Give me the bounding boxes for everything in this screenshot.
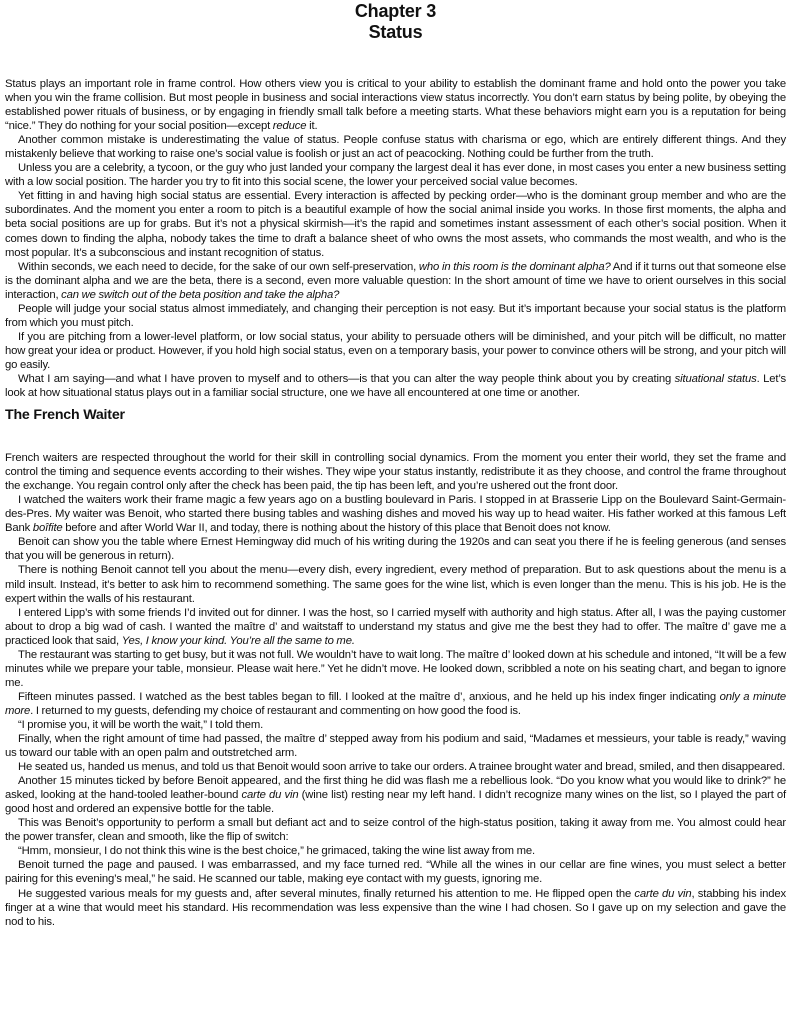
paragraph <box>5 648 786 690</box>
paragraph <box>5 844 786 858</box>
paragraph <box>5 760 786 774</box>
paragraph <box>5 372 786 400</box>
italic-text: situational status <box>674 372 757 385</box>
text-run: He seated us, handed us menus, and told us that Benoit would soon arrive to take our orders. A trainee brought water and bread, smiled, and then disappeared. <box>18 761 786 774</box>
text-run: Yet fitting in and having high social status are essential. Every interaction is affected by pecking order—who is the dominant group member and who are the subordinates. And the moment you enter a room to pitch is a beautiful example of how the social animal inside you works. In those first moments, the alpha and beta social positions are up for grabs. But it’s not a physical skirmish—it’s the rapid and sometimes instant assessment of each other’s social position. When it comes down to finding the alpha, nobody takes the time to draft a balance sheet of who owns the most assets, who commands the most wealth, and who is the most popular. It’s a subconscious and instant recognition of status. <box>5 190 786 259</box>
text-run: “I promise you, it will be worth the wait,” I told them. <box>18 718 264 731</box>
paragraph <box>5 330 786 372</box>
section-status-body <box>5 77 786 400</box>
chapter-heading <box>5 0 786 43</box>
text-run: , stabbing his index finger at a wine that would meet his standard. His recommendation was less expensive than the wine I had chosen. So I gave up on my selection and gave the nod to his. <box>5 887 786 928</box>
section-heading-french-waiter: The French Waiter <box>5 407 125 424</box>
text-run: . I returned to my guests, defending my choice of restaurant and commenting on how good the food is. <box>30 704 521 717</box>
paragraph <box>5 493 786 535</box>
paragraph <box>5 732 786 760</box>
paragraph <box>5 858 786 886</box>
italic-text: only a minute more <box>5 690 786 717</box>
italic-text: can we switch out of the beta position and take the alpha? <box>61 288 340 301</box>
paragraph <box>5 816 786 844</box>
text-run: People will judge your social status almost immediately, and changing their perception is not easy. But it’s important because your social status is the platform from which you must pitch. <box>5 302 786 329</box>
paragraph <box>5 774 786 816</box>
italic-text: carte du vin <box>634 887 692 900</box>
paragraph <box>5 302 786 330</box>
text-run: Unless you are a celebrity, a tycoon, or the guy who just landed your company the largest deal it has ever done, in most cases you enter a new business setting with a low social position. The harder you try to fit into this social scene, the lower your perceived social value becomes. <box>5 162 786 189</box>
italic-text: reduce <box>272 120 307 133</box>
paragraph <box>5 718 786 732</box>
text-run: And if it turns out that someone else is the dominant alpha and we are the beta, there is a second, even more valuable question: In the short amount of time we have to orient ourselves in this social interaction, <box>5 260 786 301</box>
paragraph <box>5 887 786 929</box>
text-run: Status plays an important role in frame control. How others view you is critical to your ability to establish the dominant frame and hold onto the power you take when you win the frame collision. But most people in business and social interactions view status incorrectly. You don’t earn status by being polite, by obeying the established power rituals of business, or by engaging in friendly small talk before a meeting starts. What these behaviors might earn you is a reputation for being “nice.” They do nothing for your social position—except <box>5 78 786 133</box>
italic-text: boîfite <box>32 522 63 535</box>
text-run: The restaurant was starting to get busy, but it was not full. We wouldn’t have to wait long. The maître d’ looked down at his schedule and intoned, “It will be a few minutes while we prepare your table, monsieur. Please wait here.” Yet he didn’t move. He looked down, scribbled a note on his seating chart, and began to ignore me. <box>5 648 786 689</box>
text-run: Benoit can show you the table where Ernest Hemingway did much of his writing during the 1920s and can seat you there if he is feeling generous (and senses that you will be generous in return). <box>5 536 786 563</box>
paragraph <box>5 690 786 718</box>
text-run: Another 15 minutes ticked by before Benoit appeared, and the first thing he did was flash me a rebellious look. “Do you know what you would like to drink?” he asked, looking at the hand-tooled leather-bound <box>5 775 786 802</box>
italic-text: who in this room is the dominant alpha? <box>418 260 611 273</box>
paragraph <box>5 161 786 189</box>
text-run: . Let’s look at how situational status plays out in a familiar social structure, one we have all encountered at one time or another. <box>5 372 786 400</box>
paragraph <box>5 260 786 302</box>
paragraph <box>5 535 786 563</box>
paragraph <box>5 189 786 259</box>
chapter-title: Status <box>368 22 423 42</box>
section-french-waiter-body <box>5 451 786 929</box>
text-run: French waiters are respected throughout the world for their skill in controlling social dynamics. From the moment you enter their world, they set the frame and control the timing and sequence events according to their wishes. They wipe your status instantly, redistribute it as they choose, and control the frame throughout the exchange. You regain control only after the check has been paid, the tip has been left, and you’re ushered out the front door. <box>5 452 786 493</box>
text-run: it. <box>306 120 318 133</box>
paragraph <box>5 133 786 161</box>
text-run: (wine list) resting near my left hand. I didn’t recognize many wines on the list, so I played the part of good host and ordered an expensive bottle for the table. <box>5 789 787 816</box>
paragraph <box>5 606 786 648</box>
text-run: If you are pitching from a lower-level platform, or low social status, your ability to persuade others will be diminished, and your pitch will be difficult, no matter how great your idea or product. However, if you hold high social status, even on a temporary basis, your power to convince others will be strong, and your pitch will go easily. <box>5 330 786 371</box>
text-run: This was Benoit’s opportunity to perform a small but defiant act and to seize control of the high-status position, taking it away from me. You almost could hear the power transfer, clean and smooth, like the flip of switch: <box>5 817 786 844</box>
text-run: There is nothing Benoit cannot tell you about the menu—every dish, every ingredient, every method of preparation. But to ask questions about the menu is a mild insult. Instead, it’s better to ask him to recommend something. The same goes for the wine list, which is even longer than the menu. This is his job. He is the expert within the walls of his restaurant. <box>5 564 786 605</box>
italic-text: Yes, I know your kind. You’re all the same to me. <box>121 634 355 647</box>
text-run: I watched the waiters work their frame magic a few years ago on a bustling boulevard in Paris. I stopped in at Brasserie Lipp on the Boulevard Saint-Germain-des-Pres. My waiter was Benoit, who started there busing tables and washing dishes and moved his way up to head waiter. His father worked at this famous Left Bank <box>5 494 786 535</box>
text-run: What I am saying—and what I have proven to myself and to others—is that you can alter the way people think about you by creating <box>18 372 675 385</box>
italic-text: carte du vin <box>241 789 299 802</box>
text-run: Benoit turned the page and paused. I was embarrassed, and my face turned red. “While all the wines in our cellar are fine wines, you must select a better pairing for this evening’s meal,” he said. He scanned our table, making eye contact with my guests, ignoring me. <box>5 859 786 886</box>
text-run: Another common mistake is underestimating the value of status. People confuse status with charisma or ego, which are entirely different things. And they mistakenly believe that working to raise one’s social value is foolish or just an act of peacocking. Nothing could be further from the truth. <box>5 134 786 161</box>
text-run: Within seconds, we each need to decide, for the sake of our own self-preservation, <box>18 260 419 273</box>
text-run: He suggested various meals for my guests and, after several minutes, finally returned his attention to me. He flipped open the <box>18 887 635 900</box>
text-run: “Hmm, monsieur, I do not think this wine is the best choice,” he grimaced, taking the wine list away from me. <box>18 845 535 858</box>
paragraph <box>5 451 786 493</box>
paragraph <box>5 77 786 133</box>
chapter-number: Chapter 3 <box>354 1 437 21</box>
text-run: before and after World War II, and today, there is nothing about the history of this place that Benoit does not know. <box>62 522 611 535</box>
paragraph <box>5 563 786 605</box>
text-run: I entered Lipp’s with some friends I’d invited out for dinner. I was the host, so I carried myself with authority and high status. After all, I was the paying customer about to drop a big wad of cash. I wanted the maître d’ and waitstaff to understand my status and give me the best they had to offer. The maître d’ gave me a practiced look that said, <box>5 606 786 647</box>
text-run: Fifteen minutes passed. I watched as the best tables began to fill. I looked at the maître d’, anxious, and he held up his index finger indicating <box>18 690 720 703</box>
text-run: Finally, when the right amount of time had passed, the maître d’ stepped away from his podium and said, “Madames et messieurs, your table is ready,” waving us toward our table with an open palm and outstretched arm. <box>5 733 786 760</box>
